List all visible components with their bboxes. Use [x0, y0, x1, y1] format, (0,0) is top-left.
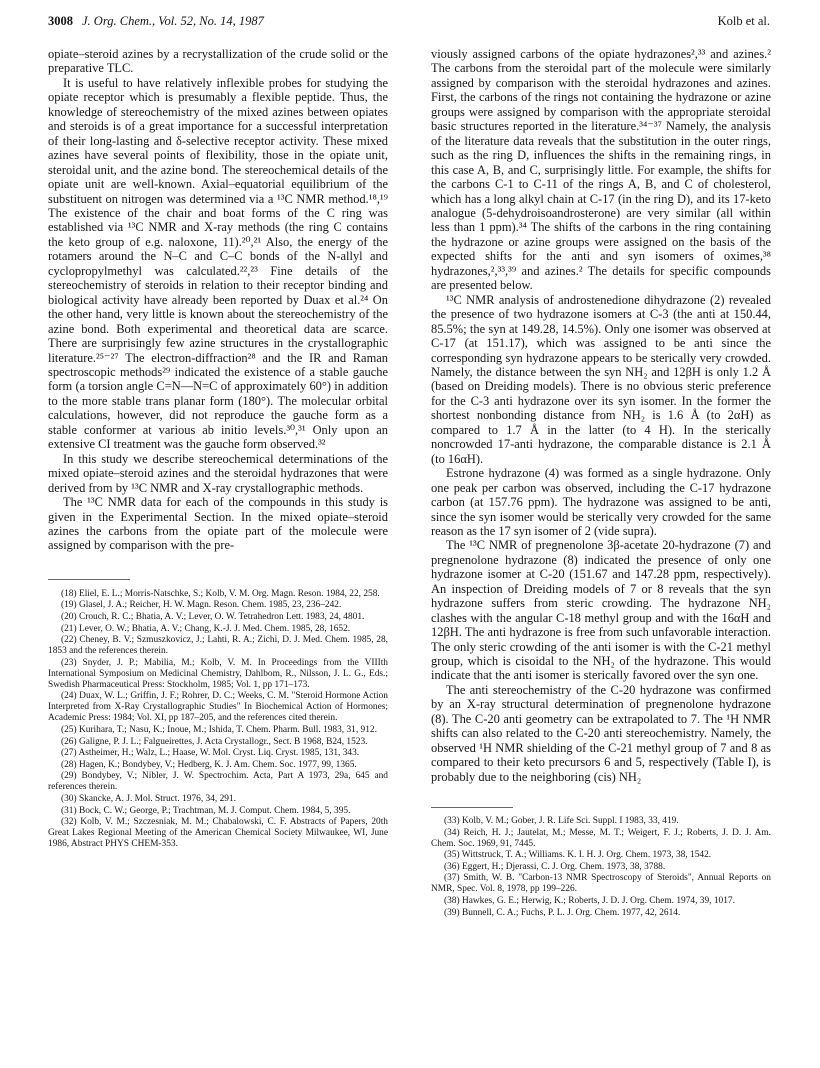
reference-entry: (30) Skancke, A. J. Mol. Struct. 1976, 34, 291.: [61, 793, 236, 804]
reference-entry: (18) Eliel, E. L.; Morris-Natschke, S.; Kolb, V. M. Org. Magn. Reson. 1984, 22, 258.: [61, 588, 380, 599]
reference-entry: (22) Cheney, B. V.; Szmuszkovicz, J.; Lahti, R. A.; Zichi, D. J. Med. Chem. 1985, 28, 1853 and the references therein.: [48, 635, 388, 657]
reference-entry: (28) Hagen, K.; Bondybey, V.; Hedberg, K. J. Am. Chem. Soc. 1977, 99, 1365.: [61, 759, 357, 770]
reference-entry: (35) Wittstruck, T. A.; Williams. K. I. H. J. Org. Chem. 1973, 38, 1542.: [444, 850, 712, 861]
reference-entry: (39) Bunnell, C. A.; Fuchs, P. L. J. Org. Chem. 1977, 42, 2614.: [444, 907, 681, 918]
body-paragraph: The anti stereochemistry of the C-20 hydrazone was confirmed by an X-ray structural determination of pregnenolone hydrazone (8). The C-20 anti geometry can be extrapolated to 7. The ¹H NMR shifts can also related to the C-20 anti stereochemistry. Namely, the observed ¹H NMR shielding of the C-21 methyl group of 7 and 8 as compared to their keto precursors 6 and 5, respectively (Table I), is probably due to the neighboring (cis) NH₂: [431, 682, 771, 784]
reference-entry: (26) Galigne, P. J. L.; Falgueirettes, J. Acta Crystallogr., Sect. B 1968, B24, 1523.: [61, 736, 368, 747]
body-paragraph: Estrone hydrazone (4) was formed as a single hydrazone. Only one peak per carbon was observed, including the C-17 hydrazone carbon (at 157.76 ppm). The hydrazone was assigned to be anti, since the syn isomer would be sterically very crowded for the same reason as the 17 syn isomer of 2 (vide supra).: [431, 466, 771, 538]
journal-citation: J. Org. Chem., Vol. 52, No. 14, 1987: [82, 14, 264, 28]
reference-entry: (23) Snyder, J. P.; Mabilia, M.; Kolb, V. M. In Proceedings from the VIIIth International Symposium on Medicinal Chemistry, Dahlbom, R., Nilsson, J. L. G., Eds.; Swedish Pharmaceutical Press: Stockholm, 1985; Vol. 1, pp 171–173.: [48, 657, 388, 690]
body-paragraph: It is useful to have relatively inflexible probes for studying the opiate receptor which is presumably a flexible peptide. Thus, the knowledge of stereochemistry of the mixed azines between opiates and steroids is of a great importance for a successful interpretation of their long-lasting and δ-selective receptor activity. These mixed azines have several points of flexibility, those in the opiate unit, steroidal unit, and the azine bond. The stereochemical details of the opiate unit are well-known. Axial–equatorial equilibrium of the substituent on nitrogen was determined via a ¹³C NMR method.¹⁸,¹⁹ The existence of the chair and boat forms of the C ring was established via ¹³C NMR and X-ray methods (the ring C contains the keto group of e.g. naloxone, 11).²⁰,²¹ Also, the energy of the rotamers around the N–C and C–C bonds of the N-allyl and cyclopropylmethyl was calculated.²²,²³ Fine details of the stereochemistry of steroids in relation to their receptor binding and biological activity have already been reported by Duax et al.²⁴ On the other hand, very little is known about the stereochemistry of the azine bond. Both experimental and theoretical data are scarce. There are surprisingly few azine structures in the crystallographic literature.²⁵⁻²⁷ The electron-diffraction²⁸ and the IR and Raman spectroscopic methods²⁹ indicated the existence of a stable gauche form (a torsion angle C=N—N=C of approximately 60°) in addition to the more stable trans planar form (180°). The molecular orbital calculations, however, did not reproduce the gauche form as a stable conformer at various ab initio levels.³⁰,³¹ Only upon an extensive CI treatment was the gauche form observed.³²: [48, 75, 388, 452]
running-header: [48, 14, 770, 32]
left-references: [48, 589, 388, 850]
footnote-divider: [431, 807, 513, 808]
reference-entry: (25) Kurihara, T.; Nasu, K.; Inoue, M.; Ishida, T. Chem. Pharm. Bull. 1983, 31, 912.: [61, 725, 377, 736]
reference-entry: (37) Smith, W. B. "Carbon-13 NMR Spectroscopy of Steroids", Annual Reports on NMR, Spec. Vol. 8, 1978, pp 199–226.: [431, 873, 771, 895]
body-paragraph: ¹³C NMR analysis of androstenedione dihydrazone (2) revealed the presence of two hydrazone isomers at C-3 (the anti at 150.44, 85.5%; the syn at 149.28, 14.5%). Only one isomer was observed at C-17 (at 151.17), which was assigned to be anti since the corresponding syn hydrazone appears to be sterically very crowded. Namely, the distance between the syn NH₂ and 12βH is only 1.2 Å (based on Dreiding models). There is no obvious steric preference for the C-3 anti hydrazone over its syn isomer. In the former the shortest nonbonding distance from NH₂ is 1.6 Å (to 2αH) as compared to 1.7 Å in the latter (to 4 H). In the sterically noncrowded 17-anti hydrazone, the comparable distance is 2.1 Å (to 16αH).: [431, 292, 771, 466]
reference-entry: (36) Eggert, H.; Djerassi, C. J. Org. Chem. 1973, 38, 3788.: [444, 861, 666, 872]
left-column: [48, 47, 388, 851]
reference-entry: (38) Hawkes, G. E.; Herwig, K.; Roberts, J. D. J. Org. Chem. 1974, 39, 1017.: [444, 896, 735, 907]
footnote-divider: [48, 579, 130, 580]
reference-entry: (31) Bock, C. W.; George, P.; Trachtman, M. J. Comput. Chem. 1984, 5, 395.: [61, 805, 351, 816]
left-body-text: [48, 47, 388, 553]
body-paragraph: In this study we describe stereochemical determinations of the mixed opiate–steroid azines and the steroidal hydrazones that were derived from by ¹³C NMR and X-ray crystallographic methods.: [48, 451, 388, 495]
reference-entry: (33) Kolb, V. M.; Gober, J. R. Life Sci. Suppl. I 1983, 33, 419.: [444, 816, 679, 827]
reference-entry: (34) Reich, H. J.; Jautelat, M.; Messe, M. T.; Weigert, F. J.; Roberts, J. D. J. Am. Chem. Soc. 1969, 91, 7445.: [431, 827, 771, 849]
reference-entry: (20) Crouch, R. C.; Bhatia, A. V.; Lever, O. W. Tetrahedron Lett. 1983, 24, 4801.: [61, 612, 365, 623]
page-number: 3008: [48, 14, 73, 28]
reference-entry: (29) Bondybey, V.; Nibler, J. W. Spectrochim. Acta, Part A 1973, 29a, 645 and references therein.: [48, 771, 388, 793]
reference-entry: (21) Lever, O. W.; Bhatia, A. V.; Chang, K.-J. J. Med. Chem. 1985, 28, 1652.: [61, 623, 351, 634]
right-column: [431, 47, 771, 919]
body-paragraph: The ¹³C NMR data for each of the compounds in this study is given in the Experimental Section. In the mixed opiate–steroid azines the carbons from the opiate part of the molecule were assigned by comparison with the pre-: [48, 495, 388, 553]
reference-entry: (27) Astheimer, H.; Walz, L.; Haase, W. Mol. Cryst. Liq. Cryst. 1985, 131, 343.: [61, 748, 360, 759]
reference-entry: (32) Kolb, V. M.; Szczesniak, M. M.; Chabalowski, C. F. Abstracts of Papers, 20th Great Lakes Regional Meeting of the American Chemical Society Milwaukee, WI, June 1986, Abstract PHYS CHEM-353.: [48, 817, 388, 850]
right-body-text: [431, 47, 771, 784]
running-authors: Kolb et al.: [717, 14, 770, 28]
body-paragraph: The ¹³C NMR of pregnenolone 3β-acetate 20-hydrazone (7) and pregnenolone hydrazone (8) indicated the presence of only one hydrazone isomer at C-20 (151.67 and 147.28 ppm, respectively). An inspection of Dreiding models of 7 or 8 reveals that the syn hydrazone suffers from steric crowding. The hydrazone NH₂ clashes with the angular C-18 methyl group and with the 16αH and 12βH. The anti hydrazone is free from such unfavorable interaction. The only steric crowding of the anti isomer is with the C-21 methyl group, which is cisoidal to the NH₂ of the hydrazone. This would indicate that the anti isomer is sterically favored over the syn one.: [431, 538, 771, 683]
right-references: [431, 816, 771, 919]
body-paragraph: viously assigned carbons of the opiate hydrazones²,³³ and azines.² The carbons from the steroidal part of the molecule were similarly assigned by comparison with the steroidal hydrazones and azines. First, the carbons of the rings not containing the hydrazone or azine groups were assigned by comparison with the appropriate steroidal basic structures reported in the literature.³⁴⁻³⁷ Namely, the analysis of the literature data reveals that the substitution in the outer rings, such as the ring D, influences the shifts in the remaining rings, in this case A, B, and C, surprisingly little. For example, the shifts for the carbons C-1 to C-11 of the rings A, B, and C of cholesterol, which has a long alkyl chain at C-17 (in the ring D), and its 17-keto analogue (5-dehydroisoandrosterone) are very similar (all within less than 1 ppm).³⁴ The shifts of the carbons in the ring containing the hydrazone or azine groups were assigned on the basis of the expected shifts for the anti and syn isomers of oximes,³⁸ hydrazones,²,³³,³⁹ and azines.² The details for specific compounds are presented below.: [431, 47, 771, 293]
body-paragraph: opiate–steroid azines by a recrystallization of the crude solid or the preparative TLC.: [48, 47, 388, 76]
reference-entry: (19) Glasel, J. A.; Reicher, H. W. Magn. Reson. Chem. 1985, 23, 236–242.: [61, 600, 342, 611]
reference-entry: (24) Duax, W. L.; Griffin, J. F.; Rohrer, D. C.; Weeks, C. M. "Steroid Hormone Action Interpreted from X-Ray Crystallographic Studies" In Biochemical Action of Hormones; Academic Press: 1984; Vol. XI, pp 187–205, and the references cited therein.: [48, 691, 388, 724]
